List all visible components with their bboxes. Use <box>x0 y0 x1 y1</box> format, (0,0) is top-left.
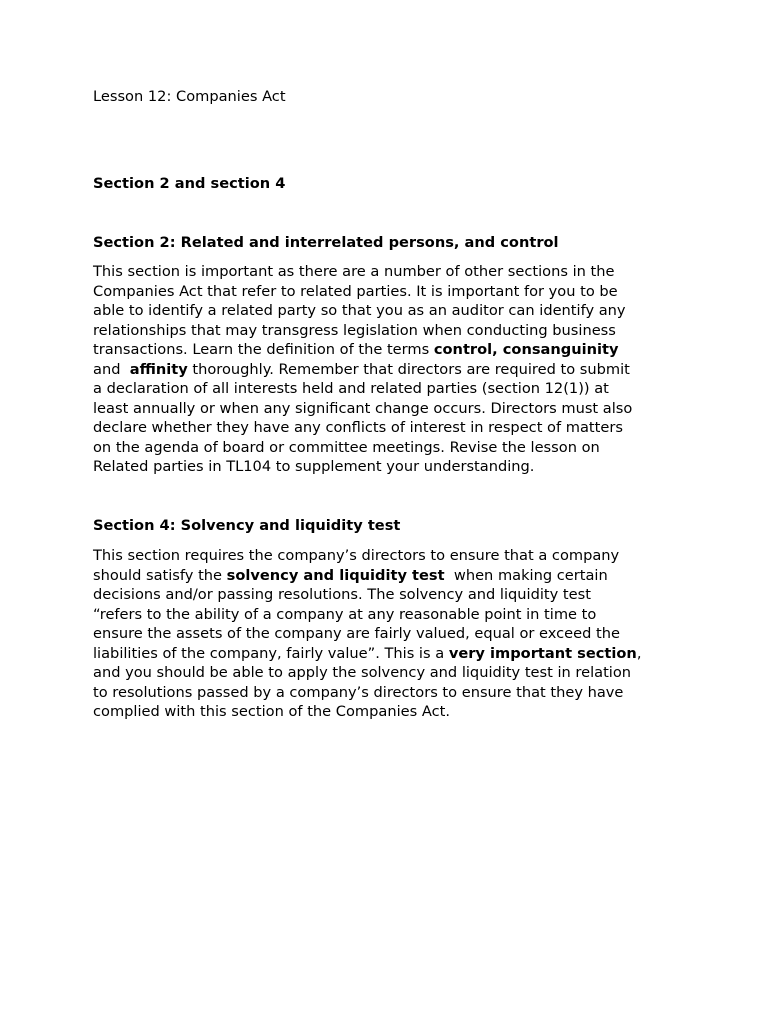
text-run: declare whether they have any conflicts of interest in respect of matters <box>93 419 623 436</box>
text-run: should satisfy the <box>93 566 227 584</box>
paragraph-line <box>93 340 632 360</box>
section-2-paragraph <box>93 262 632 477</box>
text-run: transactions. Learn the definition of the terms <box>93 341 434 358</box>
text-run: This section is important as there are a number of other sections in the <box>93 263 615 280</box>
paragraph-line <box>93 605 641 625</box>
text-run: on the agenda of board or committee meetings. Revise the lesson on <box>93 438 600 456</box>
bold-term-control-consanguinity: control, consanguinity <box>433 341 619 358</box>
paragraph-line <box>93 457 632 477</box>
text-run: ensure the assets of the company are fairly valued, equal or exceed the <box>93 625 620 642</box>
section-4-heading: Section 4: Solvency and liquidity test <box>93 517 401 534</box>
paragraph-line <box>93 546 641 566</box>
text-run: to resolutions passed by a company’s directors to ensure that they have <box>93 683 624 701</box>
text-run: able to identify a related party so that you as an auditor can identify any <box>93 302 626 319</box>
paragraph-line <box>93 418 632 438</box>
bold-term-very-important-section: very important section <box>448 644 637 662</box>
text-run: liabilities of the company, fairly value”. This is a <box>93 644 449 662</box>
text-run: “refers to the ability of a company at any reasonable point in time to <box>93 605 597 623</box>
paragraph-line <box>93 644 641 664</box>
section-2-heading: Section 2: Related and interrelated persons, and control <box>93 234 559 251</box>
paragraph-line <box>93 379 632 399</box>
section-4-paragraph <box>93 546 641 722</box>
bold-term-affinity: affinity <box>129 360 188 378</box>
text-run: Related parties in TL104 to supplement your understanding. <box>93 458 535 475</box>
text-run: and you should be able to apply the solvency and liquidity test in relation <box>93 664 632 681</box>
overview-heading: Section 2 and section 4 <box>93 175 286 192</box>
text-run: a declaration of all interests held and related parties (section 12(1)) at <box>93 380 609 397</box>
text-run: thoroughly. Remember that directors are required to submit <box>187 360 630 378</box>
paragraph-line <box>93 566 641 586</box>
text-run: least annually or when any significant change occurs. Directors must also <box>93 399 633 417</box>
document-title: Lesson 12: Companies Act <box>93 88 286 105</box>
paragraph-line <box>93 702 641 722</box>
paragraph-line <box>93 683 641 703</box>
text-run: when making certain <box>444 566 608 584</box>
text-run: Companies Act that refer to related parties. It is important for you to be <box>93 282 618 300</box>
paragraph-line <box>93 585 641 605</box>
paragraph-line <box>93 438 632 458</box>
bold-term-solvency-liquidity-test: solvency and liquidity test <box>226 566 445 584</box>
paragraph-line <box>93 624 641 644</box>
paragraph-line <box>93 282 632 302</box>
text-run: and <box>93 360 130 378</box>
text-run: relationships that may transgress legislation when conducting business <box>93 321 616 339</box>
paragraph-line <box>93 360 632 380</box>
paragraph-line <box>93 663 641 683</box>
text-run: , <box>636 644 642 662</box>
paragraph-line <box>93 262 632 282</box>
text-run: This section requires the company’s directors to ensure that a company <box>93 547 620 564</box>
paragraph-line <box>93 301 632 321</box>
text-run: complied with this section of the Companies Act. <box>93 703 450 720</box>
paragraph-line <box>93 399 632 419</box>
text-run: decisions and/or passing resolutions. The solvency and liquidity test <box>93 586 591 603</box>
paragraph-line <box>93 321 632 341</box>
